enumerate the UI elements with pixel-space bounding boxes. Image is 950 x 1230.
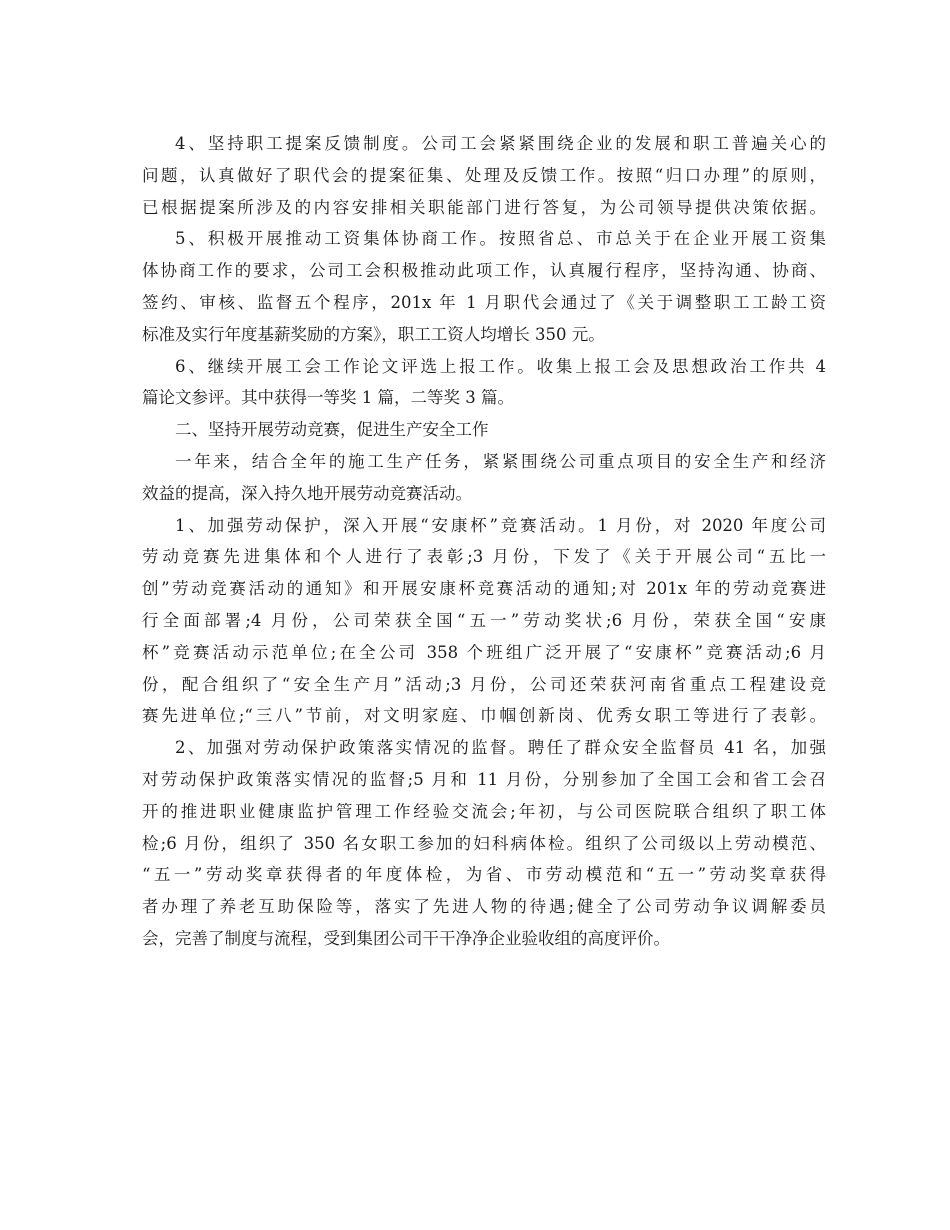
text-line: 一年来，结合全年的施工生产任务，紧紧围绕公司重点项目的安全生产和经济 bbox=[175, 451, 826, 471]
text-line: 创”劳动竞赛活动的通知》和开展安康杯竞赛活动的通知;对 201x 年的劳动竞赛进 bbox=[142, 579, 826, 599]
text-line: 对劳动保护政策落实情况的监督;5 月和 11 月份，分别参加了全国工会和省工会召 bbox=[142, 769, 826, 789]
text-line: 行全面部署;4 月份，公司荣获全国“五一”劳动奖状;6 月份，荣获全国“安康 bbox=[142, 610, 826, 630]
text-line: 2、加强对劳动保护政策落实情况的监督。聘任了群众安全监督员 41 名，加强 bbox=[175, 738, 826, 758]
text-line: “五一”劳动奖章获得者的年度体检，为省、市劳动模范和“五一”劳动奖章获得 bbox=[142, 865, 826, 885]
text-line: 开的推进职业健康监护管理工作经验交流会;年初，与公司医院联合组织了职工体 bbox=[142, 801, 826, 821]
text-line: 劳动竞赛先进集体和个人进行了表彰;3 月份，下发了《关于开展公司“五比一 bbox=[142, 547, 826, 567]
text-line: 份，配合组织了“安全生产月”活动;3 月份，公司还荣获河南省重点工程建设竞 bbox=[142, 674, 826, 694]
text-line: 签约、审核、监督五个程序，201x 年 1 月职代会通过了《关于调整职工工龄工资 bbox=[142, 292, 826, 312]
text-line: 效益的提高，深入持久地开展劳动竞赛活动。 bbox=[142, 483, 472, 503]
text-line: 4、坚持职工提案反馈制度。公司工会紧紧围绕企业的发展和职工普遍关心的 bbox=[175, 134, 826, 153]
text-line: 已根据提案所涉及的内容安排相关职能部门进行答复，为公司领导提供决策依据。 bbox=[142, 197, 826, 217]
text-line: 杯”竞赛活动示范单位;在全公司 358 个班组广泛开展了“安康杯”竞赛活动;6 月 bbox=[142, 642, 826, 662]
text-line: 赛先进单位;“三八”节前，对文明家庭、巾帼创新岗、优秀女职工等进行了表彰。 bbox=[142, 706, 826, 726]
text-line: 会，完善了制度与流程，受到集团公司干干净净企业验收组的高度评价。 bbox=[142, 928, 670, 948]
text-line: 二、坚持开展劳动竞赛，促进生产安全工作 bbox=[175, 420, 489, 440]
text-line: 问题，认真做好了职代会的提案征集、处理及反馈工作。按照“归口办理”的原则， bbox=[142, 165, 826, 185]
text-line: 检;6 月份，组织了 350 名女职工参加的妇科病体检。组织了公司级以上劳动模范、 bbox=[142, 833, 826, 853]
text-line: 5、积极开展推动工资集体协商工作。按照省总、市总关于在企业开展工资集 bbox=[175, 229, 826, 249]
text-line: 6、继续开展工会工作论文评选上报工作。收集上报工会及思想政治工作共 4 bbox=[175, 356, 826, 376]
text-line: 者办理了养老互助保险等，落实了先进人物的待遇;健全了公司劳动争议调解委员 bbox=[142, 897, 826, 917]
text-line: 标准及实行年度基薪奖励的方案》，职工工资人均增长 350 元。 bbox=[142, 324, 605, 344]
text-line: 体协商工作的要求，公司工会积极推动此项工作，认真履行程序，坚持沟通、协商、 bbox=[142, 261, 826, 281]
text-line: 篇论文参评。其中获得一等奖 1 篇，二等奖 3 篇。 bbox=[142, 388, 514, 408]
document-body bbox=[142, 128, 826, 955]
text-line: 1、加强劳动保护，深入开展“安康杯”竞赛活动。1 月份，对 2020 年度公司 bbox=[175, 515, 826, 535]
